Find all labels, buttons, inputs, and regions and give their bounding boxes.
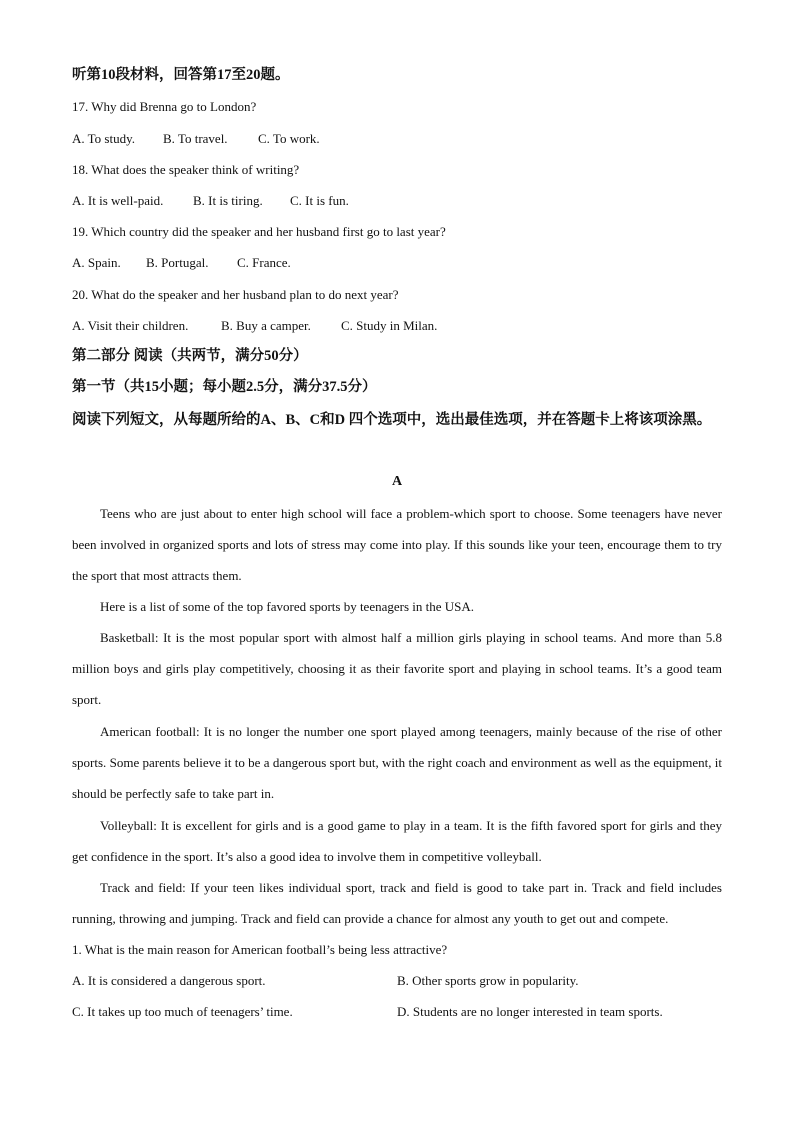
paragraph-volleyball	[72, 810, 722, 872]
paragraph-basketball	[72, 622, 722, 716]
question-20: 20. What do the speaker and her husband plan to do next year?	[72, 287, 399, 302]
question-19: 19. Which country did the speaker and her husband first go to last year?	[72, 224, 446, 239]
q19-option-c: C. France.	[237, 255, 291, 270]
q17-option-b: B. To travel.	[163, 131, 228, 146]
q1-option-c: C. It takes up too much of teenagers’ time.	[72, 1004, 293, 1019]
question-17: 17. Why did Brenna go to London?	[72, 99, 257, 114]
paragraph-intro	[72, 498, 722, 592]
q19-option-a: A. Spain.	[72, 255, 121, 270]
q18-option-a: A. It is well-paid.	[72, 193, 164, 208]
paragraph-intro-text: Teens who are just about to enter high school will face a problem-which sport to choose. Some teenagers have never been involved in organized sports and lots of stress may come into play. If this sounds like your teen, encourage them to try the sport that most attracts them.	[72, 506, 722, 584]
paragraph-track-and-field-text: Track and field: If your teen likes individual sport, track and field is good to take part in. Track and field includes running, throwing and jumping. Track and field can provide a chance for almost any youth to get out and compete.	[72, 880, 722, 927]
q20-option-c: C. Study in Milan.	[341, 318, 438, 333]
paragraph-basketball-text: Basketball: It is the most popular sport with almost half a million girls playing in school teams. And more than 5.8 million boys and girls play competitively, choosing it as their favorite sport and playing in school teams. It’s a good team sport.	[72, 630, 722, 708]
q17-option-a: A. To study.	[72, 131, 136, 146]
question-18: 18. What does the speaker think of writing?	[72, 162, 300, 177]
q1-option-b: B. Other sports grow in popularity.	[397, 973, 579, 988]
paragraph-american-football-text: American football: It is no longer the number one sport played among teenagers, mainly because of the rise of other sports. Some parents believe it to be a dangerous sport but, with the right coach and environment as well as the equipment, it should be perfectly safe to take part in.	[72, 724, 722, 802]
part-two-title: 第二部分 阅读（共两节，满分50分）	[72, 348, 308, 364]
q20-option-a: A. Visit their children.	[72, 318, 189, 333]
paragraph-list-intro	[72, 591, 722, 622]
passage-label: A	[391, 474, 403, 489]
paragraph-track-and-field	[72, 872, 722, 934]
reading-instruction: 阅读下列短文，从每题所给的A、B、C和D 四个选项中，选出最佳选项，并在答题卡上将该项涂黑。	[72, 412, 712, 428]
q18-option-b: B. It is tiring.	[193, 193, 263, 208]
paragraph-list-intro-text: Here is a list of some of the top favored sports by teenagers in the USA.	[100, 599, 475, 614]
q17-option-c: C. To work.	[258, 131, 320, 146]
q19-option-b: B. Portugal.	[146, 255, 209, 270]
section-one-title: 第一节（共15小题；每小题2.5分，满分37.5分）	[72, 379, 377, 395]
q1-option-d: D. Students are no longer interested in team sports.	[397, 1004, 663, 1019]
listening-heading: 听第10段材料，回答第17至20题。	[72, 67, 290, 83]
question-1: 1. What is the main reason for American football’s being less attractive?	[72, 942, 448, 957]
paragraph-volleyball-text: Volleyball: It is excellent for girls and is a good game to play in a team. It is the fifth favored sport for girls and they get confidence in the sport. It’s also a good idea to involve them in competitive volleyball.	[72, 818, 722, 865]
paragraph-american-football	[72, 716, 722, 810]
q20-option-b: B. Buy a camper.	[221, 318, 311, 333]
q1-option-a: A. It is considered a dangerous sport.	[72, 973, 266, 988]
q18-option-c: C. It is fun.	[290, 193, 349, 208]
